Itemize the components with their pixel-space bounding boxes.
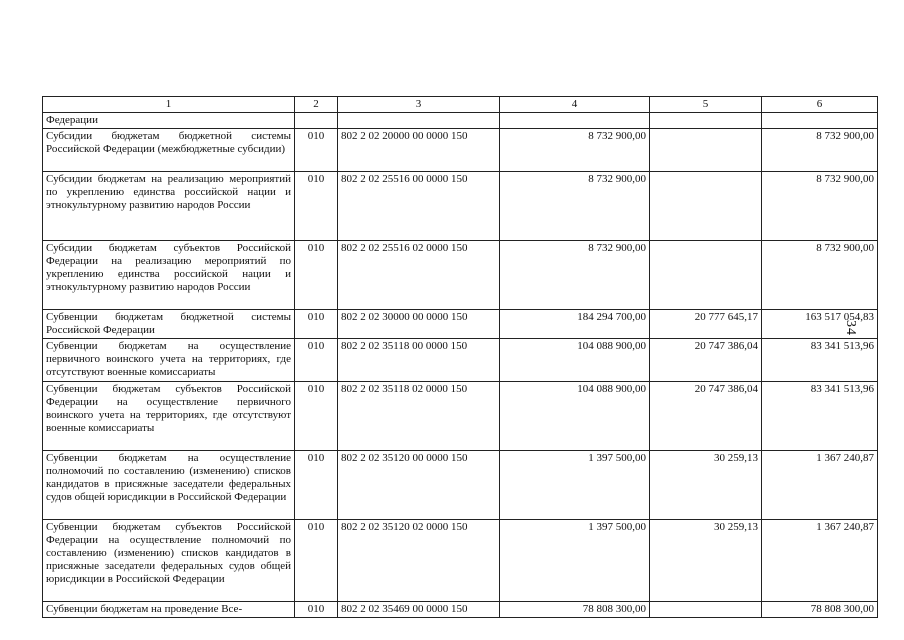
cell-amount-executed	[650, 172, 762, 241]
cell-name: Субсидии бюджетам на реализацию мероприятий по укреплению единства российской нации и этнокультурному развитию народов России	[43, 172, 295, 241]
budget-table	[42, 96, 878, 618]
table-row	[43, 172, 878, 241]
table-row	[43, 382, 878, 451]
page-number: 34	[843, 320, 858, 336]
cell-amount-executed	[650, 113, 762, 129]
cell-amount-remaining: 8 732 900,00	[762, 172, 878, 241]
cell-name: Субвенции бюджетам на осуществление полномочий по составлению (изменению) списков кандидатов в присяжные заседатели федеральных судов общей юрисдикции в Российской Федерации	[43, 451, 295, 520]
cell-amount-remaining: 163 517 054,83	[762, 310, 878, 339]
cell-name: Федерации	[43, 113, 295, 129]
table-row	[43, 241, 878, 310]
table-row	[43, 339, 878, 382]
column-header: 5	[650, 97, 762, 113]
cell-code: 010	[295, 310, 338, 339]
cell-amount-plan: 1 397 500,00	[500, 451, 650, 520]
cell-amount-remaining: 1 367 240,87	[762, 451, 878, 520]
cell-amount-executed	[650, 241, 762, 310]
cell-amount-executed: 20 747 386,04	[650, 339, 762, 382]
cell-name: Субсидии бюджетам субъектов Российской Федерации на реализацию мероприятий по укреплению единства российской нации и этнокультурному развитию народов России	[43, 241, 295, 310]
table-row	[43, 129, 878, 172]
cell-name: Субвенции бюджетам субъектов Российской Федерации на осуществление полномочий по составлению (изменению) списков кандидатов в присяжные заседатели федеральных судов общей юрисдикции в Российской Федерации	[43, 520, 295, 602]
cell-name: Субвенции бюджетам бюджетной системы Российской Федерации	[43, 310, 295, 339]
cell-amount-plan: 8 732 900,00	[500, 129, 650, 172]
cell-code: 010	[295, 172, 338, 241]
cell-amount-remaining: 1 367 240,87	[762, 520, 878, 602]
cell-amount-executed: 30 259,13	[650, 520, 762, 602]
cell-kbk: 802 2 02 30000 00 0000 150	[338, 310, 500, 339]
cell-name: Субвенции бюджетам субъектов Российской Федерации на осуществление первичного воинского учета на территориях, где отсутствуют военные комиссариаты	[43, 382, 295, 451]
cell-amount-plan: 8 732 900,00	[500, 172, 650, 241]
cell-code: 010	[295, 129, 338, 172]
cell-code: 010	[295, 339, 338, 382]
cell-amount-executed: 20 747 386,04	[650, 382, 762, 451]
column-header: 2	[295, 97, 338, 113]
cell-kbk	[338, 113, 500, 129]
column-header: 4	[500, 97, 650, 113]
cell-amount-plan: 104 088 900,00	[500, 382, 650, 451]
cell-kbk: 802 2 02 35118 00 0000 150	[338, 339, 500, 382]
cell-name: Субвенции бюджетам на проведение Все-	[43, 602, 295, 618]
cell-kbk: 802 2 02 20000 00 0000 150	[338, 129, 500, 172]
cell-amount-executed	[650, 129, 762, 172]
cell-kbk: 802 2 02 25516 02 0000 150	[338, 241, 500, 310]
table-row	[43, 451, 878, 520]
table-row	[43, 602, 878, 618]
cell-amount-executed: 20 777 645,17	[650, 310, 762, 339]
cell-amount-plan: 1 397 500,00	[500, 520, 650, 602]
cell-code: 010	[295, 520, 338, 602]
cell-amount-plan	[500, 113, 650, 129]
cell-amount-plan: 78 808 300,00	[500, 602, 650, 618]
cell-kbk: 802 2 02 35469 00 0000 150	[338, 602, 500, 618]
cell-kbk: 802 2 02 25516 00 0000 150	[338, 172, 500, 241]
table-row	[43, 113, 878, 129]
cell-amount-remaining: 83 341 513,96	[762, 339, 878, 382]
cell-code: 010	[295, 451, 338, 520]
table-header-row	[43, 97, 878, 113]
cell-amount-plan: 104 088 900,00	[500, 339, 650, 382]
column-header: 1	[43, 97, 295, 113]
table-row	[43, 520, 878, 602]
cell-amount-remaining: 8 732 900,00	[762, 129, 878, 172]
table-row	[43, 310, 878, 339]
cell-code	[295, 113, 338, 129]
column-header: 6	[762, 97, 878, 113]
cell-code: 010	[295, 602, 338, 618]
column-header: 3	[338, 97, 500, 113]
cell-kbk: 802 2 02 35118 02 0000 150	[338, 382, 500, 451]
cell-kbk: 802 2 02 35120 02 0000 150	[338, 520, 500, 602]
cell-code: 010	[295, 241, 338, 310]
cell-amount-remaining: 8 732 900,00	[762, 241, 878, 310]
cell-amount-executed	[650, 602, 762, 618]
cell-amount-remaining	[762, 113, 878, 129]
cell-amount-remaining: 78 808 300,00	[762, 602, 878, 618]
cell-name: Субвенции бюджетам на осуществление первичного воинского учета на территориях, где отсутствуют военные комиссариаты	[43, 339, 295, 382]
cell-amount-executed: 30 259,13	[650, 451, 762, 520]
cell-name: Субсидии бюджетам бюджетной системы Российской Федерации (межбюджетные субсидии)	[43, 129, 295, 172]
cell-kbk: 802 2 02 35120 00 0000 150	[338, 451, 500, 520]
cell-code: 010	[295, 382, 338, 451]
cell-amount-plan: 8 732 900,00	[500, 241, 650, 310]
cell-amount-remaining: 83 341 513,96	[762, 382, 878, 451]
cell-amount-plan: 184 294 700,00	[500, 310, 650, 339]
